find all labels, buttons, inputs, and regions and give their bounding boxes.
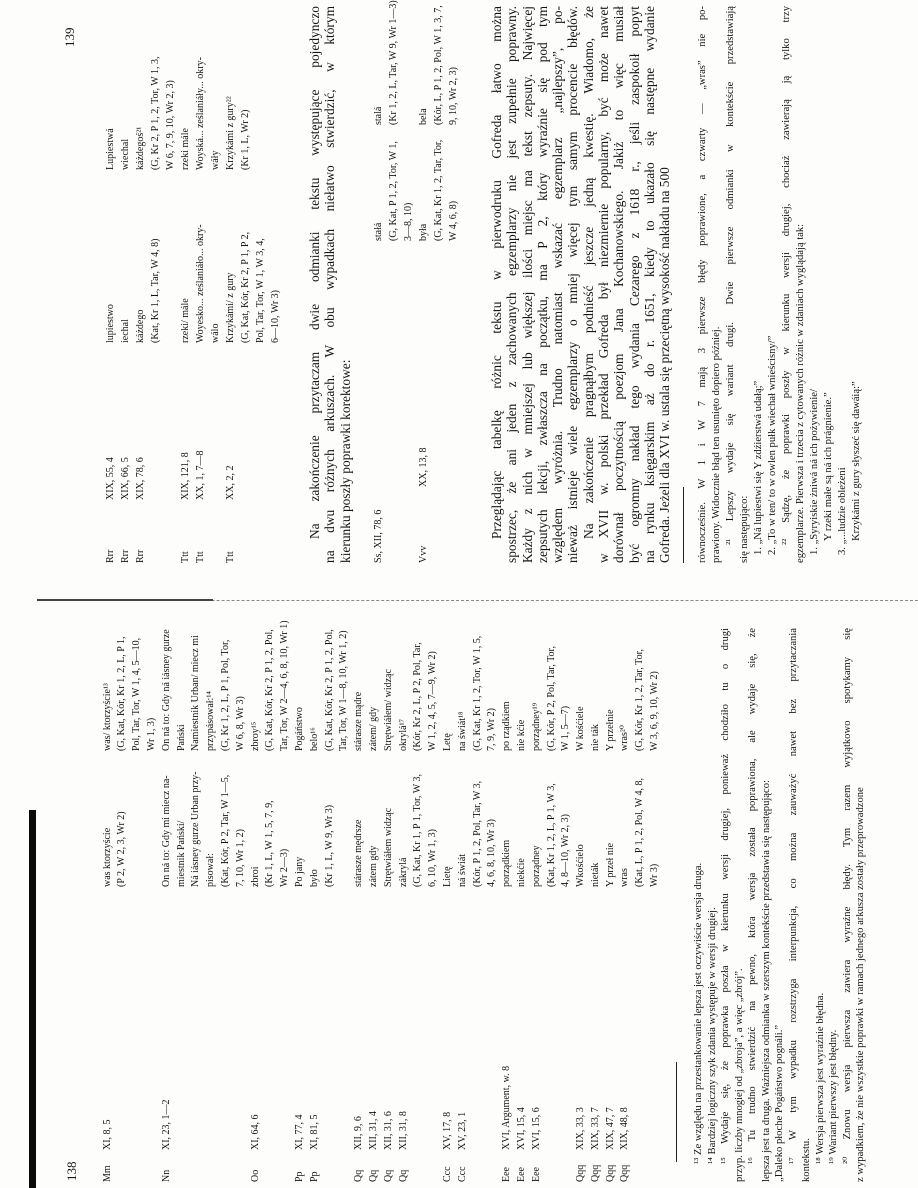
variant-first-cell xyxy=(441,751,500,887)
variant-first-cell xyxy=(293,751,352,887)
variant-first: zákrylá xyxy=(397,857,409,887)
paragraph-line: Na zakończenie pragnąłbym podnieść jeszcze jedną kwestię. Wiadomo, że xyxy=(580,6,596,539)
variant-first-cell xyxy=(178,170,223,343)
variant-second: (G, Kat, Kór, Kr 2, P 1, 2, Pol, xyxy=(264,629,276,751)
verse-reference-cell xyxy=(223,343,283,500)
verse-reference-cell xyxy=(500,887,574,1150)
variant-second-cell xyxy=(293,622,352,751)
variant-first: (Kr 1, L, W 9, Wr 3) xyxy=(323,804,335,887)
footnote-line: lepsza jest ta druga. Ważniejsza odmianka w szerszym kontekście przedstawia się następująco: xyxy=(760,780,772,1182)
row-label: Qq xyxy=(367,1169,379,1182)
variant-first-cell xyxy=(352,751,441,887)
variant-first: W 4, 6, 8) xyxy=(447,200,459,241)
verse-reference: XVI, Argument, w. 8 xyxy=(501,1065,513,1150)
row-label: Rrr xyxy=(119,549,131,563)
table-row xyxy=(371,0,416,563)
variant-second: przypásował:¹⁴ xyxy=(205,691,217,751)
verse-reference: XV, 23, 1 xyxy=(456,1111,468,1150)
footnote-line: równocześnie. W 1 i W 7 mają 3 pierwsze błędy poprawione, a czwarty — „wras” nie po- xyxy=(697,6,708,563)
paragraph-line: dorównał poczytnością poezjom Jana Kochanowskiego. Jakiż to więc musiał xyxy=(611,6,627,563)
row-label: Qq xyxy=(397,1169,409,1182)
variant-second: po rządkiem xyxy=(501,701,513,751)
verse-reference: XX, 13, 8 xyxy=(417,447,429,487)
variant-second: wiechal xyxy=(119,138,131,170)
variant-second: (Kór, Kr 2, L, P 2, Pol, Tar, xyxy=(412,642,424,751)
paragraph-line: nieważ istnieje wiele egzemplarzy o mniej więcej tym samym procencie błędów. xyxy=(565,6,581,563)
variant-first: On ná to: Gdy mi miecz na- xyxy=(160,775,172,887)
variant-second-cell xyxy=(500,622,574,751)
verse-reference: XX, 2, 2 xyxy=(224,465,236,500)
paragraph-line: względem wyróżnia. Trudno natomiast wskazać egzemplarz „najlepszy”, po- xyxy=(550,6,566,563)
variant-second: Strętwiáłem/ widząc xyxy=(382,669,394,751)
verse-reference: XVI, 15, 6 xyxy=(530,1107,542,1150)
footnote-line: ¹⁶ Tu trudno stwierdzić na pewno, która wersja została poprawiona, ale wydaje się, że xyxy=(747,628,758,1164)
footnotes xyxy=(692,628,868,1182)
verse-reference-cell xyxy=(293,887,352,1150)
variant-second-cell xyxy=(416,6,461,125)
verse-reference-cell xyxy=(416,241,461,487)
verse-reference-cell xyxy=(574,887,663,1150)
variant-first-cell xyxy=(574,751,663,887)
variant-second: belo¹⁶ xyxy=(308,727,320,751)
scan-edge-bar xyxy=(29,810,36,1188)
variant-second-cell xyxy=(249,622,293,751)
variant-first: Y przeł nie xyxy=(604,842,616,887)
variant-first: (Kat, Kr 1, 2, L, P 1, W 3, xyxy=(545,783,557,887)
body-paragraph xyxy=(581,6,673,563)
footnote-line: „Daleko płoche Pogáństwo pognáli.” xyxy=(774,1024,785,1182)
variant-first: rzeki/ mále xyxy=(179,298,191,343)
variant-first: (Kat, Kr 1, L, Tar, W 4, 8) xyxy=(149,238,161,343)
variant-second-cell xyxy=(101,622,160,751)
footnote-line: z wypadkiem, że nie wszystkie poprawki w ramach jednego arkusza zostały przeprowadzone xyxy=(855,787,866,1182)
variant-first: miestnik Pański/ xyxy=(175,820,187,887)
variant-first: iechal xyxy=(119,319,131,343)
variant-second: wras²⁰ xyxy=(619,725,631,751)
variant-second: stalá xyxy=(372,106,384,125)
variant-first: była xyxy=(417,223,429,241)
variant-second: (Kr 1, 2, L, Tar, W 9, Wr 1—3) xyxy=(387,0,399,125)
variant-table xyxy=(101,622,663,1182)
variant-first: wras xyxy=(619,868,631,887)
variant-second: Tar, Tor, W 1—8, 10, Wr 1, 2) xyxy=(338,630,350,751)
row-label: Qqq xyxy=(575,1164,587,1182)
footnote-rule xyxy=(683,487,684,563)
row-label: Eee xyxy=(530,1167,542,1182)
page-number: 138 xyxy=(64,1161,79,1181)
variant-second: porządney¹⁹ xyxy=(530,702,542,751)
verse-reference: XII, 31, 6 xyxy=(382,1111,394,1150)
row-label-cell xyxy=(160,1150,249,1182)
table-row xyxy=(500,622,574,1182)
variant-second-cell xyxy=(178,6,223,170)
variant-second-cell xyxy=(103,6,178,170)
variant-first-cell xyxy=(103,170,178,343)
row-label: Mm xyxy=(101,1165,113,1182)
variant-first: stałá xyxy=(372,222,384,241)
row-label: Ttt xyxy=(194,551,206,563)
variant-first: ná świát xyxy=(456,853,468,887)
verse-reference-cell xyxy=(178,343,223,500)
variant-first: was ktorzyście xyxy=(101,827,113,887)
variant-second: (G, Kat, Kr 1, 2, Tor, W 1, 5, xyxy=(471,635,483,751)
row-label-cell xyxy=(352,1150,441,1182)
verse-reference: XIX, 47, 7 xyxy=(604,1107,616,1150)
variant-second-cell xyxy=(223,6,283,170)
row-label: Nn xyxy=(160,1169,172,1182)
variant-first: (P 2, W 2, 3, Wr 2) xyxy=(116,811,128,887)
row-label: Vvv xyxy=(417,545,429,563)
footnote-line: 2. „To w ten/ to w owlen pułk wiechał wnieścisny/” xyxy=(767,335,778,555)
footnote-line: ¹⁷ W tym wypadku rozstrzyga interpunkcja, co można zauważyć nawet bez przytaczania xyxy=(787,628,799,1164)
verse-reference-cell xyxy=(101,887,160,1150)
variant-second: stárasze mądre xyxy=(353,691,365,751)
verse-reference: XII, 31, 8 xyxy=(397,1111,409,1150)
row-label-cell xyxy=(178,500,223,563)
variant-first: (Kór, P 1, 2, Pol, Tar, W 3, xyxy=(471,780,483,887)
variant-second: na świát¹⁸ xyxy=(456,711,468,751)
row-label: Ss, XII, 78, 6 xyxy=(372,509,384,563)
verse-reference-cell xyxy=(103,343,178,500)
variant-second: Letę xyxy=(441,733,453,751)
variant-second: rzeki mále xyxy=(179,128,191,170)
row-label: Rrr xyxy=(134,549,146,563)
row-label: Rrr xyxy=(104,549,116,563)
footnote-line: prawiony. Widocznie błąd ten usunięto dopiero później. xyxy=(711,326,722,563)
variant-first: (G, Kat, P 1, 2, Tor, W 1, xyxy=(387,141,399,241)
variant-second: was/ ktorzyście¹³ xyxy=(101,683,113,751)
paragraph-line: Przeglądając tabelkę różnic tekstu w pierwodruku Gofreda łatwo można xyxy=(489,6,504,539)
variant-second-cell xyxy=(352,622,441,751)
variant-second: (G, Kór, Kr 1, 2, Tar, Tor, xyxy=(634,648,646,751)
verse-reference: XII, 9, 6 xyxy=(353,1116,365,1150)
footnote-line: się następująco: xyxy=(739,495,750,563)
variant-second: (Kór, L, P 1, 2, Pol, W 1, 3, 7, xyxy=(432,5,444,125)
verse-reference: XV, 17, 8 xyxy=(441,1111,453,1150)
variant-first: Wkośćielo xyxy=(575,844,587,887)
variant-first: niekćie xyxy=(515,858,527,887)
paragraph-line: kierunku poszły poprawki korektowe: xyxy=(337,359,353,563)
verse-reference: XIX, 33, 7 xyxy=(589,1107,601,1150)
verse-reference: XIX, 48, 8 xyxy=(619,1107,631,1150)
row-label-cell xyxy=(103,500,178,563)
variant-first: nieták xyxy=(589,862,601,887)
variant-first: pisował: xyxy=(205,853,217,887)
footnote-line: ¹⁴ Bardziej logiczny szyk zdania występuje w wersji drugiej. xyxy=(706,907,718,1164)
verse-reference: XIX, 121, 8 xyxy=(179,452,191,500)
variant-first: zbroi xyxy=(249,866,261,887)
body-paragraph xyxy=(307,6,353,563)
variant-table-2 xyxy=(371,0,461,563)
row-label: Qqq xyxy=(619,1164,631,1182)
variant-second: Woyská... ześlaniáły... okry- xyxy=(194,57,206,170)
variant-second-cell xyxy=(371,0,416,125)
variant-first: (Kr 1, L, W 1, 5, 7, 9, xyxy=(264,800,276,887)
verse-reference: XII, 31, 4 xyxy=(367,1111,379,1150)
variant-second: Y przełnie xyxy=(604,709,616,751)
paragraph-line: na rynku księgarskim aż do r. 1651, kiedy to ukazało się następne wydanie xyxy=(641,6,657,563)
row-label: Qqq xyxy=(589,1164,601,1182)
table-row xyxy=(352,622,441,1182)
variant-first: 3—8, 10) xyxy=(402,202,414,241)
variant-first: Po jany xyxy=(293,856,305,887)
footnote-line: egzemplarze. Pierwsza i trzecia z cytowanych różnic w zdaniach wyglądają tak: xyxy=(795,223,806,563)
page-number: 139 xyxy=(62,27,77,47)
paragraph-line: w XVII w. polski przekład Gofreda był niezmiernie popularny, być może nawet xyxy=(596,6,612,563)
variant-second: (G, Kr 2, P 1, 2, Tor, W 1, 3, xyxy=(149,56,161,170)
variant-first: Pol, Tar, Tor, W 1, W 3, 4, xyxy=(254,238,266,343)
variant-second: 9, 10, Wr 2, 3) xyxy=(447,66,459,125)
table-row xyxy=(441,622,500,1182)
verse-reference: XI, 77, 4 xyxy=(293,1114,305,1150)
paragraph-line: Gofreda. Jeżeli dla XVI w. ustala się przeciętną wysokość nakładu na 500 xyxy=(657,167,673,563)
row-label-cell xyxy=(371,487,416,563)
row-label-cell xyxy=(416,487,461,563)
variant-first: káżdego xyxy=(134,309,146,343)
paragraph-line: spostrzec, że ani jeden z zachowanych egzemplarzy nie jest zupełnie poprawny. xyxy=(504,6,520,563)
variant-second: On ná to: Gdy ná iásney gurze xyxy=(160,629,172,751)
verse-reference: XIX, 78, 6 xyxy=(134,457,146,500)
verse-reference: XX, 1, 7—8 xyxy=(194,450,206,500)
row-label-cell xyxy=(223,500,283,563)
verse-reference-cell xyxy=(160,887,249,1150)
variant-first: stárasze mędrsze xyxy=(353,819,365,887)
variant-first: Woyesko... ześlaniáło... okry- xyxy=(194,224,206,343)
variant-second-cell xyxy=(574,622,663,751)
variant-first-cell xyxy=(371,125,416,241)
variant-second: 7, 9, Wr 2) xyxy=(486,707,498,751)
footnote-line: ²⁰ Znowu wersja pierwsza zawiera wyraźne błędy. Tym razem wyjątkowo spotykamy się xyxy=(841,628,853,1164)
variant-second: wáły xyxy=(209,150,221,170)
row-label: Qq xyxy=(353,1169,365,1182)
variant-first-cell xyxy=(160,751,249,887)
variant-second: (G, Kat, Kór, Kr 1, 2, L, P 1, xyxy=(116,636,128,751)
table-row xyxy=(293,622,352,1182)
row-label: Ttt xyxy=(179,551,191,563)
verse-reference: XI, 23, 1—2 xyxy=(160,1099,172,1150)
variant-first: (Kat, Kór, P 2, Tar, W 1—5, xyxy=(219,774,231,887)
row-label-cell xyxy=(101,1150,160,1182)
footnotes xyxy=(696,6,864,563)
variant-second: Krzykámi z gury²² xyxy=(224,96,236,170)
footnote-line: Krzykámi z gury słyszeć się dawáią:” xyxy=(851,381,862,541)
row-label-cell xyxy=(249,1150,293,1182)
variant-second: W 6, 7, 9, 10, Wr 2, 3) xyxy=(164,80,176,170)
variant-second-cell xyxy=(441,622,500,751)
variant-first: zátem gdy xyxy=(367,845,379,887)
row-label: Ccc xyxy=(441,1166,453,1182)
variant-second: (G, Kór, P 2, Pol, Tar, Tor, xyxy=(545,646,557,751)
row-label: Oo xyxy=(249,1169,261,1182)
variant-first: 4, 8—10, Wr 2, 3) xyxy=(560,813,572,887)
row-label: Pp xyxy=(293,1171,305,1182)
table-row xyxy=(223,6,283,563)
table-row xyxy=(103,6,178,563)
variant-second: W 1, 5—7) xyxy=(560,705,572,751)
variant-second: káżdegoś²¹ xyxy=(134,126,146,170)
variant-first-cell xyxy=(101,751,160,887)
variant-table xyxy=(103,6,283,563)
paragraph-line: na dwu różnych arkuszach. W obu wypadkach niełatwo stwierdzić, w którym xyxy=(322,6,338,563)
verse-reference: XI, 8, 5 xyxy=(101,1119,113,1150)
verse-reference: XIX, 66, 5 xyxy=(119,457,131,500)
table-row xyxy=(178,6,223,563)
variant-first: lupiestwo xyxy=(104,304,116,343)
body-paragraph xyxy=(489,6,581,563)
variant-second: Namiestnik Urban/ miecz mi xyxy=(190,635,202,751)
variant-second: Tar, Tor, W 2—4, 6, 8, 10, Wr 1) xyxy=(279,620,291,751)
variant-first: (G, Kat, Kr 1, P 1, Tor, W 3, xyxy=(412,774,424,887)
footnote-line: 1. „Ná lupiestwi się Y zdźierstwá udałą;” xyxy=(753,380,764,555)
row-label: Ttt xyxy=(224,551,236,563)
variant-second: Pański xyxy=(175,724,187,751)
variant-first-cell xyxy=(416,125,461,241)
verse-reference-cell xyxy=(352,887,441,1150)
variant-first: porządney xyxy=(530,845,542,887)
variant-first: wálo xyxy=(209,323,221,343)
variant-second: (Kr 1, L, Wr 2) xyxy=(239,109,251,170)
variant-first: Krzykámi/ z gury xyxy=(224,272,236,343)
footnote-line: 1. „Syryiskie żniwá ná ich pożywienie/ xyxy=(809,389,820,555)
variant-second: Pol, Tar, Tor, W 1, 4, 5—10, xyxy=(131,637,143,751)
verse-reference: XI, 81, 5 xyxy=(308,1114,320,1150)
variant-first: 6—10, Wr 3) xyxy=(269,289,281,343)
footnote-line: ²¹ Lepszy wydaje się wariant drugi. Dwie pierwsze odmianki w kontekście przedstawiają xyxy=(725,6,736,545)
table-row xyxy=(416,6,461,563)
verse-reference-cell xyxy=(249,887,293,1150)
row-label: Eee xyxy=(501,1167,513,1182)
variant-second: bela xyxy=(417,108,429,125)
verse-reference: XI, 64, 6 xyxy=(249,1114,261,1150)
variant-second-cell xyxy=(160,622,249,751)
page-fold-line-solid xyxy=(37,599,213,601)
table-row xyxy=(101,622,160,1182)
variant-first: porządkiem xyxy=(501,839,513,887)
variant-first: (G, Kat, Kór, Kr 2, P 1, P 2, xyxy=(239,231,251,343)
table-row xyxy=(249,622,293,1182)
footnote-line: ¹⁵ Wydaje się, że poprawka poszła w kierunku wersji drugiej, ponieważ chodziło tu o drugi xyxy=(720,628,731,1164)
paragraph-line: zepsutych lekcji, zwłaszcza na początku, ma P 2, który wyraźnie się pod tym xyxy=(534,6,550,563)
footnote-line: przyp. liczby mnogiej od „zbroja”, a więc „zbrój”. xyxy=(733,968,745,1182)
variant-first: 4, 6, 8, 10, Wr 3) xyxy=(486,818,498,887)
variant-second: (G, Kr 1, 2, L, P 1, Pol, Tor, xyxy=(219,639,231,751)
variant-first: Strętwiáłem widząc xyxy=(382,807,394,887)
footnote-line: ¹⁸ Wersja pierwsza jest wyraźnie błędna. xyxy=(814,992,826,1164)
variant-first-cell xyxy=(500,751,574,887)
variant-first: Ná iásney gurze Urban przy- xyxy=(190,771,202,887)
variant-second: Pogáństwo xyxy=(293,707,305,751)
variant-second: W 1, 2, 4, 5, 7—9, Wr 2) xyxy=(427,651,439,751)
variant-first: Lietę xyxy=(441,866,453,887)
variant-second: (G, Kat, Kór, Kr 2, P 1, 2, Pol, xyxy=(323,629,335,751)
variant-second: W 3, 6, 9, 10, Wr 2) xyxy=(649,671,661,751)
footnote-line: ¹⁹ Wariant pierwszy jest błędny. xyxy=(828,1029,839,1164)
row-label-cell xyxy=(293,1150,352,1182)
variant-second: W 6, 8, Wr 3) xyxy=(234,696,246,751)
variant-second: zbroy¹⁵ xyxy=(249,721,261,751)
variant-first: 6, 10, Wr 1, 3) xyxy=(427,828,439,887)
row-label: Qqq xyxy=(604,1164,616,1182)
variant-second: nie ták xyxy=(589,724,601,751)
paragraph-line: Na zakończenie przytaczam dwie odmianki tekstu występujące pojedynczo xyxy=(307,6,322,539)
variant-second: zátem/ gdy xyxy=(367,706,379,751)
row-label: Ccc xyxy=(456,1166,468,1182)
variant-first: (G, Kat, Kr 1, 2, Tar, Tor, xyxy=(432,139,444,241)
verse-reference: XIX, 55, 4 xyxy=(104,457,116,500)
table-row xyxy=(574,622,663,1182)
footnote-rule xyxy=(676,1062,677,1162)
row-label: Pp xyxy=(308,1171,320,1182)
variant-first-cell xyxy=(223,170,283,343)
row-label-cell xyxy=(441,1150,500,1182)
footnote-line: kontekstu. xyxy=(801,1138,812,1182)
variant-first: Wr 3) xyxy=(649,863,661,887)
table-row xyxy=(160,622,249,1182)
variant-first-cell xyxy=(249,751,293,887)
verse-reference-cell xyxy=(441,887,500,1150)
verse-reference: XIX, 33, 3 xyxy=(575,1107,587,1150)
variant-second: Wr 1, 3) xyxy=(145,717,157,751)
footnote-line: ²² Sądzę, że poprawki poszły w kierunku wersji drugiej, chociaż zawierają ją tylko trzy xyxy=(781,6,792,545)
verse-reference-cell xyxy=(371,241,416,487)
row-label: Qq xyxy=(382,1169,394,1182)
paragraph-line: być ogromny nakład tego wydania Cezarego z 1618 r., jeśli zaspokoił popyt xyxy=(626,6,642,563)
footnote-line: 3. „...ludzie obleżeni xyxy=(837,467,848,555)
paragraph-line: Każdy z nich w mniejszej lub większej ilości miejsc ma tekst zepsuty. Najwięcej xyxy=(519,6,535,563)
row-label-cell xyxy=(500,1150,574,1182)
variant-second: Lupiestwá xyxy=(104,128,116,170)
footnote-line: ¹³ Ze względu na przestankowanie lepsza jest oczywiście wersja druga. xyxy=(693,862,704,1164)
variant-second: W kośćiele xyxy=(575,706,587,751)
verse-reference: XVI, 15, 4 xyxy=(515,1107,527,1150)
variant-first: Wr 2—3) xyxy=(279,848,291,887)
variant-first: było xyxy=(308,869,320,887)
row-label-cell xyxy=(574,1150,663,1182)
variant-first: (Kat, L, P 1, 2, Pol, W 4, 8, xyxy=(634,778,646,887)
variant-second: okrylá¹⁷ xyxy=(397,718,409,751)
row-label: Eee xyxy=(515,1167,527,1182)
variant-second: nie kćie xyxy=(515,719,527,751)
variant-first: 7, 10, Wr 1, 2) xyxy=(234,828,246,887)
footnote-line: Y rzeki małe są ná ich prágnienie.” xyxy=(823,392,834,541)
